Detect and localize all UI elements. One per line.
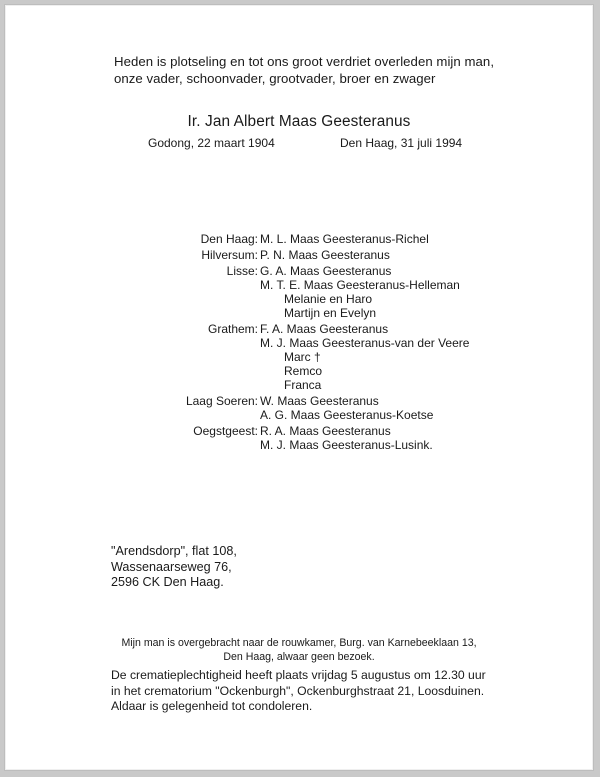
family-member: Remco — [284, 364, 323, 378]
intro-line: onze vader, schoonvader, grootvader, broer en zwager — [114, 71, 436, 86]
family-row — [5, 408, 593, 422]
notice-line: Den Haag, alwaar geen bezoek. — [223, 651, 375, 663]
family-place: Oegstgeest: — [193, 424, 258, 438]
family-member: A. G. Maas Geesteranus-Koetse — [260, 408, 434, 422]
family-row — [5, 232, 593, 246]
family-place: Lisse: — [226, 264, 258, 278]
family-member: Franca — [284, 378, 322, 392]
family-place: Hilversum: — [201, 248, 258, 262]
death-notice-card — [4, 4, 594, 771]
family-row — [5, 292, 593, 306]
family-place: Grathem: — [207, 322, 258, 336]
family-member: M. L. Maas Geesteranus-Richel — [260, 232, 429, 246]
mortuary-notice — [5, 636, 593, 664]
notice-line: De crematieplechtigheid heeft plaats vrijdag 5 augustus om 12.30 uur — [111, 668, 486, 682]
family-member: G. A. Maas Geesteranus — [260, 264, 392, 278]
family-row — [5, 264, 593, 278]
family-member: P. N. Maas Geesteranus — [260, 248, 390, 262]
family-row — [5, 336, 593, 350]
family-row — [5, 306, 593, 320]
family-row — [5, 350, 593, 364]
family-row — [5, 364, 593, 378]
family-list — [5, 232, 593, 452]
intro-text — [114, 53, 494, 87]
address-line: "Arendsdorp", flat 108, — [111, 544, 237, 558]
birth-date: Godong, 22 maart 1904 — [148, 136, 275, 150]
family-row — [5, 278, 593, 292]
family-place: Laag Soeren: — [185, 394, 258, 408]
address-line: 2596 CK Den Haag. — [111, 575, 224, 589]
death-date: Den Haag, 31 juli 1994 — [340, 136, 463, 150]
family-member: W. Maas Geesteranus — [260, 394, 379, 408]
intro-line: Heden is plotseling en tot ons groot verdriet overleden mijn man, — [114, 54, 495, 69]
family-row — [5, 394, 593, 408]
home-address — [111, 544, 237, 591]
family-member: Martijn en Evelyn — [284, 306, 377, 320]
family-row — [5, 248, 593, 262]
cremation-notice — [111, 668, 486, 715]
family-member: Melanie en Haro — [284, 292, 373, 306]
family-row — [5, 378, 593, 392]
family-member: F. A. Maas Geesteranus — [260, 322, 389, 336]
family-place: Den Haag: — [200, 232, 258, 246]
notice-line: Aldaar is gelegenheid tot condoleren. — [111, 699, 313, 713]
family-member: M. J. Maas Geesteranus-Lusink. — [260, 438, 433, 452]
family-member: M. T. E. Maas Geesteranus-Helleman — [260, 278, 460, 292]
notice-line: in het crematorium "Ockenburgh", Ockenburghstraat 21, Loosduinen. — [111, 683, 485, 698]
family-member: R. A. Maas Geesteranus — [260, 424, 391, 438]
family-member: Marc † — [284, 350, 321, 364]
notice-line: Mijn man is overgebracht naar de rouwkamer, Burg. van Karnebeeklaan 13, — [121, 637, 477, 649]
family-row — [5, 438, 593, 452]
family-member: M. J. Maas Geesteranus-van der Veere — [260, 336, 470, 350]
deceased-name: Ir. Jan Albert Maas Geesteranus — [187, 113, 411, 130]
family-row — [5, 424, 593, 438]
family-row — [5, 322, 593, 336]
address-line: Wassenaarseweg 76, — [111, 559, 232, 574]
